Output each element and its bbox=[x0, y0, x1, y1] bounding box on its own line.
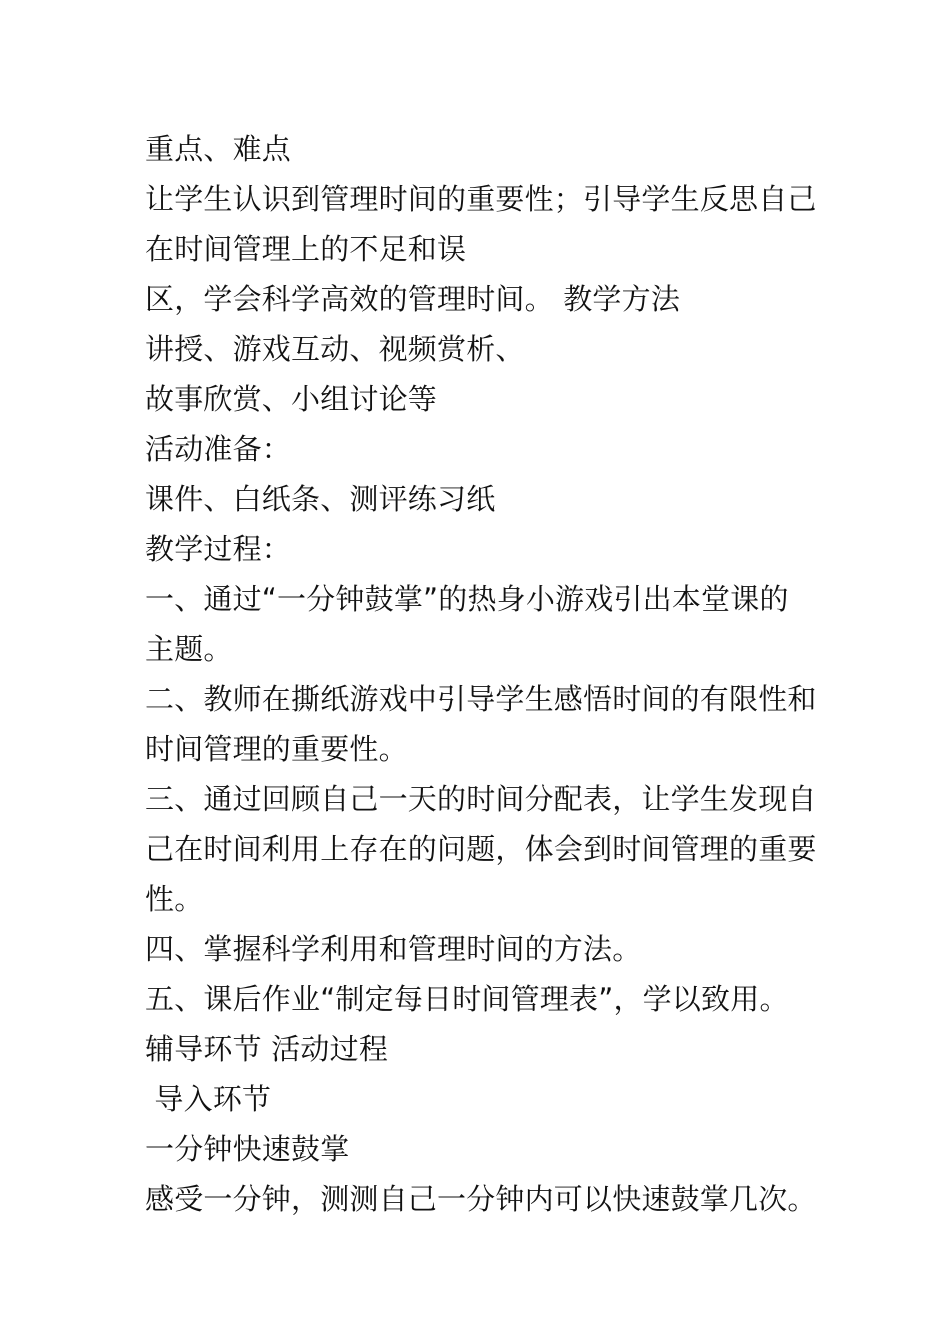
text-line: 五、课后作业“制定每日时间管理表”，学以致用。 bbox=[145, 982, 789, 1016]
text-line: 性。 bbox=[145, 882, 204, 916]
text-line: 教学过程： bbox=[145, 532, 292, 566]
text-line: 主题。 bbox=[145, 632, 233, 666]
text-line: 一、通过“一分钟鼓掌”的热身小游戏引出本堂课的 bbox=[145, 582, 789, 616]
text-line: 二、教师在撕纸游戏中引导学生感悟时间的有限性和 bbox=[145, 682, 817, 716]
text-line: 辅导环节 活动过程 bbox=[145, 1032, 389, 1066]
text-line: 活动准备： bbox=[145, 432, 292, 466]
text-line: 在时间管理上的不足和误 bbox=[145, 232, 467, 266]
text-line: 感受一分钟，测测自己一分钟内可以快速鼓掌几次。 bbox=[145, 1182, 817, 1216]
text-line: 重点、难点 bbox=[145, 132, 292, 166]
text-line: 三、通过回顾自己一天的时间分配表，让学生发现自 bbox=[145, 782, 817, 816]
text-line: 一分钟快速鼓掌 bbox=[145, 1132, 350, 1166]
text-line: 课件、白纸条、测评练习纸 bbox=[145, 482, 496, 516]
text-line: 区，学会科学高效的管理时间。 教学方法 bbox=[145, 282, 681, 316]
text-line: 让学生认识到管理时间的重要性；引导学生反思自己 bbox=[145, 182, 817, 216]
text-line: 讲授、游戏互动、视频赏析、 bbox=[145, 332, 525, 366]
text-line: 故事欣赏、小组讨论等 bbox=[145, 382, 438, 416]
text-line: 四、掌握科学利用和管理时间的方法。 bbox=[145, 932, 642, 966]
text-line: 己在时间利用上存在的问题，体会到时间管理的重要 bbox=[145, 832, 817, 866]
text-line: 时间管理的重要性。 bbox=[145, 732, 408, 766]
text-line: 导入环节 bbox=[145, 1082, 272, 1116]
